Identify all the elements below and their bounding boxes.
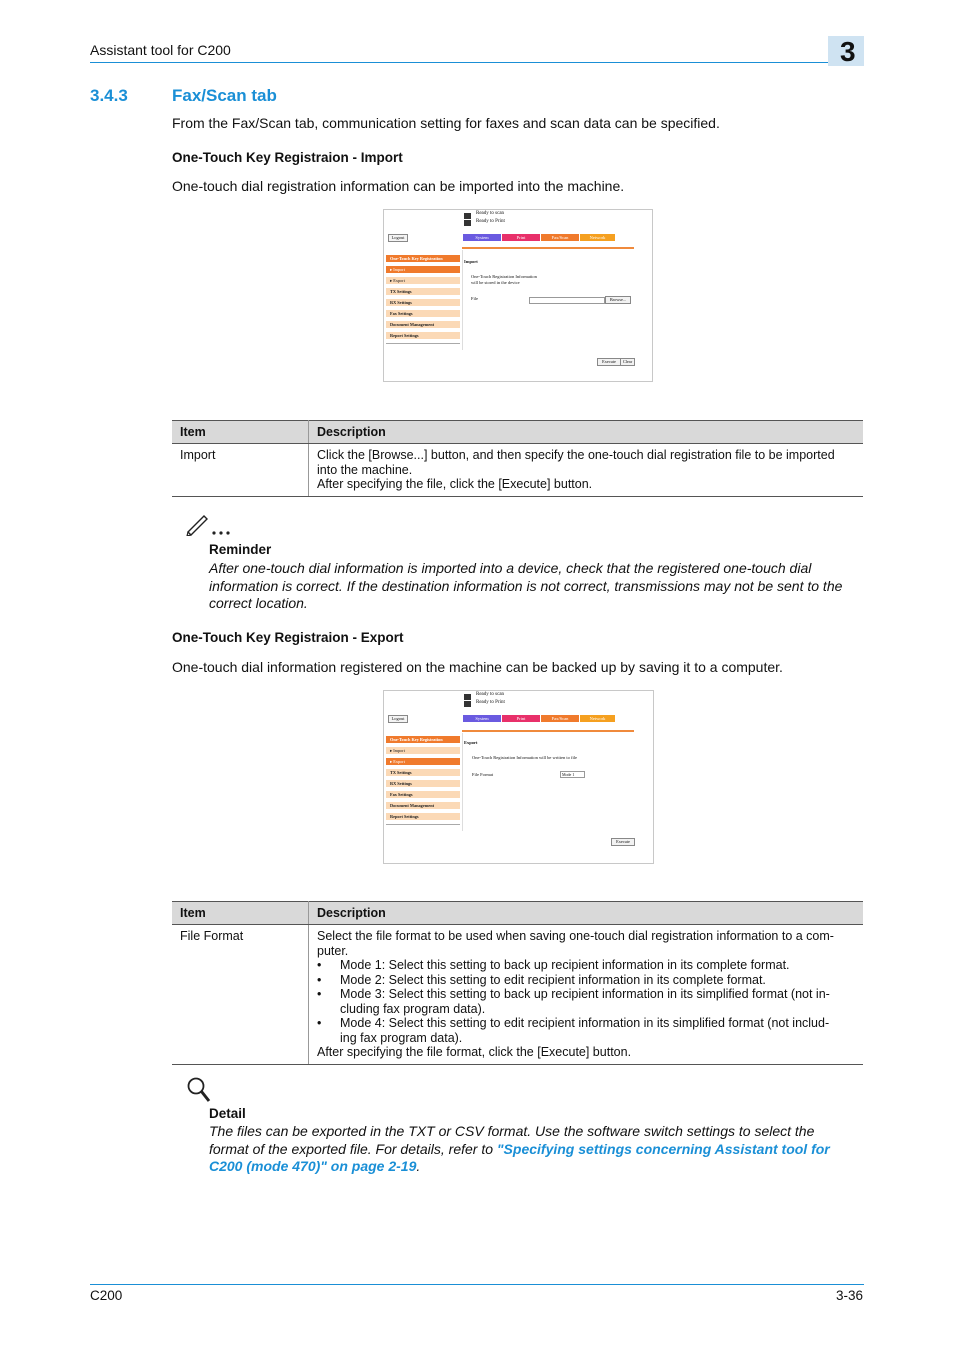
file-label: File [471, 296, 479, 301]
printer-icon [464, 701, 471, 707]
footer-rule [90, 1284, 864, 1285]
clear-button[interactable]: Clear [620, 358, 635, 366]
import-heading: One-Touch Key Registraion - Import [172, 150, 403, 165]
status-scan: Ready to scan [476, 692, 505, 697]
reference-link[interactable]: "Specifying settings concerning Assistant tool for [496, 1140, 830, 1157]
desc-line: After specifying the file format, click the [Execute] button. [317, 1045, 632, 1059]
tab-print[interactable]: Print [502, 234, 540, 241]
section-name: Fax/Scan tab [172, 86, 277, 105]
mode-list [317, 958, 855, 1045]
tab-network[interactable]: Network [580, 715, 615, 722]
row-item: File Format [172, 925, 309, 1065]
export-table [172, 901, 863, 1065]
import-table [172, 420, 863, 497]
table-row [172, 925, 863, 1065]
execute-button[interactable]: Execute [611, 838, 635, 846]
status-print: Ready to Print [476, 700, 505, 705]
chapter-number: 3 [840, 36, 856, 67]
menu-report-settings[interactable]: Report Settings [386, 813, 460, 820]
list-item: • Mode 2: Select this setting to edit recipient information in its complete format. [317, 973, 855, 988]
desc-line: into the machine. [317, 462, 413, 477]
export-body: One-touch dial information registered on the machine can be backed up by saving it to a computer. [172, 659, 783, 675]
scanner-icon [464, 213, 471, 219]
list-item: • Mode 4: Select this setting to edit recipient information in its simplified format (not includ- ing fax program data). [317, 1016, 855, 1045]
section-number: 3.4.3 [90, 86, 128, 105]
printer-icon [464, 220, 471, 226]
reminder-line: information is correct. If the destination information is not correct, transmissions may not be sent to the [209, 577, 843, 594]
file-path-input[interactable] [529, 297, 605, 304]
scanner-icon [464, 694, 471, 700]
reminder-body [209, 560, 864, 613]
menu-fax-settings[interactable]: Fax Settings [386, 791, 460, 798]
tab-underline [462, 247, 634, 249]
desc-line: Click the [Browse...] button, and then specify the one-touch dial registration file to be imported [317, 448, 835, 462]
menu-export[interactable]: ▸ Export [386, 277, 460, 284]
import-body: One-touch dial registration information can be imported into the machine. [172, 178, 625, 194]
menu-document-management[interactable]: Document Management [386, 321, 460, 328]
tab-print[interactable]: Print [502, 715, 540, 722]
menu-one-touch[interactable]: One-Touch Key Registration [386, 736, 460, 743]
detail-line: The files can be exported in the TXT or CSV format. Use the software switch settings to select the [209, 1123, 815, 1139]
reminder-line: correct location. [209, 595, 308, 611]
import-title: Import [464, 259, 478, 264]
menu-rx-settings[interactable]: RX Settings [386, 780, 460, 787]
tab-fax-scan[interactable]: Fax/Scan [541, 234, 579, 241]
menu-import[interactable]: ▸ Import [386, 266, 460, 273]
export-heading: One-Touch Key Registraion - Export [172, 630, 404, 645]
import-info-2: will be stored in the device [471, 280, 520, 285]
export-info: One-Touch Registration Information will be written to file [472, 755, 578, 760]
row-description [309, 444, 864, 497]
file-format-select[interactable]: Mode 1 [560, 771, 585, 778]
export-screenshot [383, 690, 654, 864]
row-description [309, 925, 864, 1065]
content-divider [462, 250, 463, 350]
col-description: Description [309, 421, 864, 444]
section-title [90, 86, 277, 106]
magnifier-icon [186, 1076, 212, 1104]
tab-fax-scan[interactable]: Fax/Scan [541, 715, 579, 722]
col-item: Item [172, 421, 309, 444]
logout-button[interactable]: Logout [388, 715, 408, 723]
row-item: Import [172, 444, 309, 497]
menu-report-settings[interactable]: Report Settings [386, 332, 460, 339]
list-item: • Mode 3: Select this setting to back up recipient information in its simplified format (not in- cluding fax program data). [317, 987, 855, 1016]
browse-button[interactable]: Browse... [605, 296, 631, 304]
status-scan: Ready to scan [476, 211, 505, 216]
menu-document-management[interactable]: Document Management [386, 802, 460, 809]
desc-line: Select the file format to be used when saving one-touch dial registration information to a com- [317, 929, 834, 943]
import-info-1: One-Touch Registration Information [471, 274, 537, 279]
table-row [172, 444, 863, 497]
export-title: Export [464, 740, 478, 745]
menu-divider [386, 343, 460, 344]
col-description: Description [309, 902, 864, 925]
section-intro: From the Fax/Scan tab, communication setting for faxes and scan data can be specified. [172, 115, 720, 131]
reminder-line: After one-touch dial information is imported into a device, check that the registered one-touch dial [209, 560, 812, 576]
detail-label: Detail [209, 1106, 246, 1121]
menu-tx-settings[interactable]: TX Settings [386, 769, 460, 776]
reminder-label: Reminder [209, 542, 272, 557]
desc-line: After specifying the file, click the [Execute] button. [317, 477, 593, 491]
execute-button[interactable]: Execute [597, 358, 621, 366]
status-print: Ready to Print [476, 219, 505, 224]
menu-import[interactable]: ▸ Import [386, 747, 460, 754]
running-header: Assistant tool for C200 [90, 42, 231, 58]
tab-system[interactable]: System [463, 715, 501, 722]
import-screenshot [383, 209, 653, 382]
reference-link-cont[interactable]: C200 (mode 470)" on page 2-19 [209, 1158, 417, 1174]
tab-system[interactable]: System [463, 234, 501, 241]
tab-network[interactable]: Network [580, 234, 615, 241]
detail-body [209, 1123, 864, 1176]
pencil-icon [186, 512, 234, 536]
content-divider [462, 733, 463, 831]
menu-tx-settings[interactable]: TX Settings [386, 288, 460, 295]
list-item: • Mode 1: Select this setting to back up recipient information in its complete format. [317, 958, 855, 973]
menu-divider [386, 824, 460, 825]
footer-model: C200 [90, 1288, 123, 1303]
tab-underline [462, 730, 634, 732]
menu-fax-settings[interactable]: Fax Settings [386, 310, 460, 317]
desc-line: puter. [317, 943, 349, 958]
header-rule [90, 62, 864, 63]
col-item: Item [172, 902, 309, 925]
logout-button[interactable]: Logout [388, 234, 408, 242]
menu-rx-settings[interactable]: RX Settings [386, 299, 460, 306]
page-number: 3-36 [835, 1288, 863, 1303]
menu-one-touch[interactable]: One-Touch Key Registration [386, 255, 460, 262]
menu-export[interactable]: ▸ Export [386, 758, 460, 765]
detail-line: format of the exported file. For details, refer to "Specifying settings concerning Assistant tool for [209, 1140, 830, 1157]
detail-line: C200 (mode 470)" on page 2-19. [209, 1158, 421, 1174]
file-format-label: File Format [472, 772, 494, 777]
